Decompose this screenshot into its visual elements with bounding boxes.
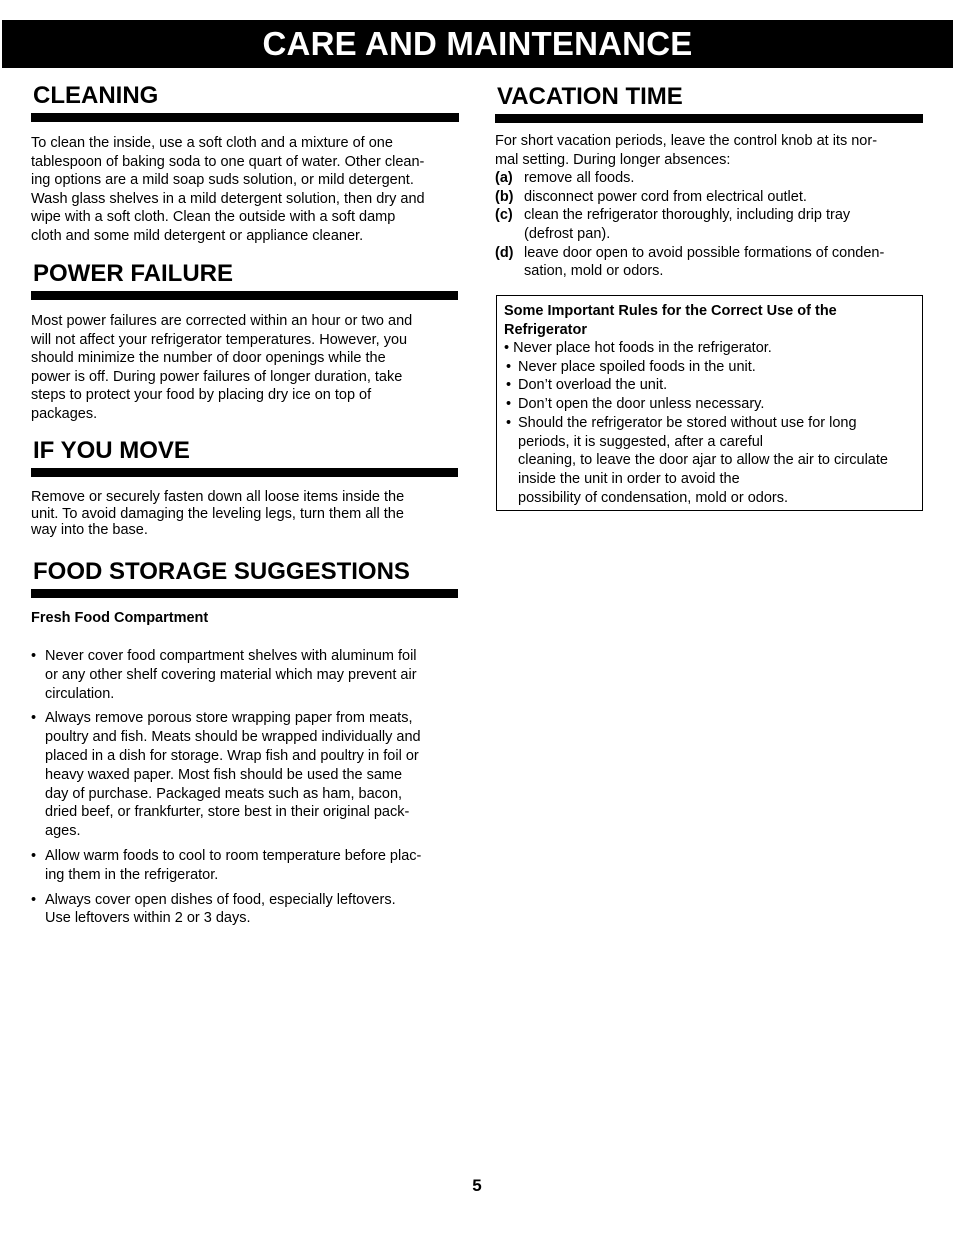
power-failure-section: [31, 260, 459, 424]
list-item: [495, 244, 925, 281]
page-number: 5: [472, 1176, 482, 1195]
list-item: [31, 891, 459, 929]
vacation-section: [495, 83, 925, 281]
text-line: Always cover open dishes of food, especially leftovers.: [45, 891, 396, 908]
text-line: ing options are a mild soap suds solution, or mild detergent.: [31, 172, 414, 189]
rules-title: Some Important Rules for the Correct Use of the: [504, 303, 837, 319]
list-item: [31, 709, 459, 841]
page-title-banner: [2, 20, 953, 68]
text-line: or any other shelf covering material which may prevent air: [45, 666, 417, 683]
vacation-heading: VACATION TIME: [497, 83, 683, 110]
rules-title: Refrigerator: [504, 321, 587, 338]
text-line: wipe with a soft cloth. Clean the outside with a soft damp: [31, 209, 396, 226]
text-line: Don’t overload the unit.: [518, 377, 668, 394]
text-line: (defrost pan).: [524, 225, 611, 242]
text-line: possibility of condensation, mold or odors.: [518, 489, 789, 506]
section-rule: [31, 468, 458, 477]
cleaning-text: [31, 134, 459, 246]
if-you-move-section: [31, 437, 459, 539]
bullet-icon: •: [506, 377, 512, 394]
text-line: clean the refrigerator thoroughly, including drip tray: [524, 207, 851, 224]
list-item: [31, 847, 459, 885]
bullet-icon: •: [31, 710, 37, 727]
item-label: (d): [495, 244, 514, 261]
bullet-icon: •: [31, 648, 37, 664]
text-line: To clean the inside, use a soft cloth and a mixture of one: [31, 135, 393, 151]
page-title: CARE AND MAINTENANCE: [262, 25, 693, 62]
text-line: Remove or securely fasten down all loose items inside the: [31, 489, 405, 505]
rule-item: • Never place hot foods in the refrigerator.: [504, 340, 772, 356]
vacation-text: [495, 132, 925, 281]
food-storage-heading: FOOD STORAGE SUGGESTIONS: [33, 558, 410, 585]
if-you-move-text: [31, 489, 459, 539]
list-item: [31, 647, 459, 703]
power-failure-heading: POWER FAILURE: [33, 260, 234, 287]
bullet-icon: •: [506, 358, 512, 375]
bullet-icon: •: [506, 396, 512, 413]
item-label: (c): [495, 207, 513, 224]
cleaning-heading: CLEANING: [33, 82, 159, 109]
rule-item: [504, 395, 915, 414]
text-line: Always remove porous store wrapping paper from meats,: [45, 710, 413, 727]
text-line: circulation.: [45, 685, 115, 702]
text-line: power is off. During power failures of longer duration, take: [31, 368, 403, 385]
list-item: [495, 169, 925, 188]
text-line: Should the refrigerator be stored without use for long: [518, 414, 857, 431]
text-line: cloth and some mild detergent or appliance cleaner.: [31, 227, 364, 244]
rule-item: [504, 376, 915, 395]
fresh-food-subheading: Fresh Food Compartment: [31, 610, 209, 626]
text-line: should minimize the number of door openings while the: [31, 350, 386, 367]
text-line: mal setting. During longer absences:: [495, 151, 731, 168]
section-rule: [31, 291, 458, 300]
food-storage-list: [31, 647, 459, 928]
text-line: steps to protect your food by placing dry ice on top of: [31, 387, 372, 404]
text-line: Wash glass shelves in a mild detergent solution, then dry and: [31, 190, 425, 207]
text-line: periods, it is suggested, after a careful: [518, 433, 764, 450]
text-line: inside the unit in order to avoid the: [518, 470, 740, 487]
text-line: day of purchase. Packaged meats such as ham, bacon,: [45, 785, 403, 802]
text-line: way into the base.: [31, 522, 148, 538]
text-line: disconnect power cord from electrical outlet.: [524, 188, 807, 205]
if-you-move-heading: IF YOU MOVE: [33, 437, 190, 464]
text-line: Use leftovers within 2 or 3 days.: [45, 910, 251, 927]
text-line: dried beef, or frankfurter, store best in their original pack-: [45, 804, 410, 821]
section-rule: [31, 589, 458, 598]
item-label: (a): [495, 170, 513, 187]
text-line: heavy waxed paper. Most fish should be used the same: [45, 766, 403, 783]
text-line: placed in a dish for storage. Wrap fish and poultry in foil or: [45, 747, 419, 764]
bullet-icon: •: [506, 414, 512, 431]
important-rules-box: [496, 295, 923, 511]
text-line: sation, mold or odors.: [524, 263, 664, 280]
list-item: [495, 206, 925, 243]
rule-item: [504, 358, 915, 377]
text-line: ing them in the refrigerator.: [45, 866, 219, 883]
text-line: Never place spoiled foods in the unit.: [518, 358, 756, 375]
text-line: will not affect your refrigerator temperatures. However, you: [31, 331, 408, 348]
text-line: poultry and fish. Meats should be wrapped individually and: [45, 729, 421, 746]
text-line: ages.: [45, 823, 81, 840]
text-line: tablespoon of baking soda to one quart of water. Other clean-: [31, 153, 425, 170]
text-line: Don’t open the door unless necessary.: [518, 396, 765, 413]
text-line: Most power failures are corrected within an hour or two and: [31, 313, 413, 329]
text-line: leave door open to avoid possible formations of conden-: [524, 244, 885, 261]
section-rule: [31, 113, 459, 122]
text-line: packages.: [31, 405, 98, 422]
text-line: Never cover food compartment shelves with aluminum foil: [45, 648, 417, 664]
cleaning-section: [31, 82, 459, 246]
bullet-icon: •: [31, 847, 37, 864]
text-line: cleaning, to leave the door ajar to allow the air to circulate: [518, 452, 888, 469]
food-storage-section: [31, 558, 459, 928]
section-rule: [495, 114, 923, 123]
item-label: (b): [495, 188, 514, 205]
text-line: For short vacation periods, leave the control knob at its nor-: [495, 133, 878, 149]
text-line: unit. To avoid damaging the leveling legs, turn them all the: [31, 505, 404, 522]
text-line: remove all foods.: [524, 170, 635, 187]
rule-item: [504, 414, 915, 508]
power-failure-text: [31, 312, 459, 424]
text-line: Allow warm foods to cool to room temperature before plac-: [45, 847, 422, 864]
list-item: [495, 188, 925, 207]
bullet-icon: •: [31, 891, 37, 908]
